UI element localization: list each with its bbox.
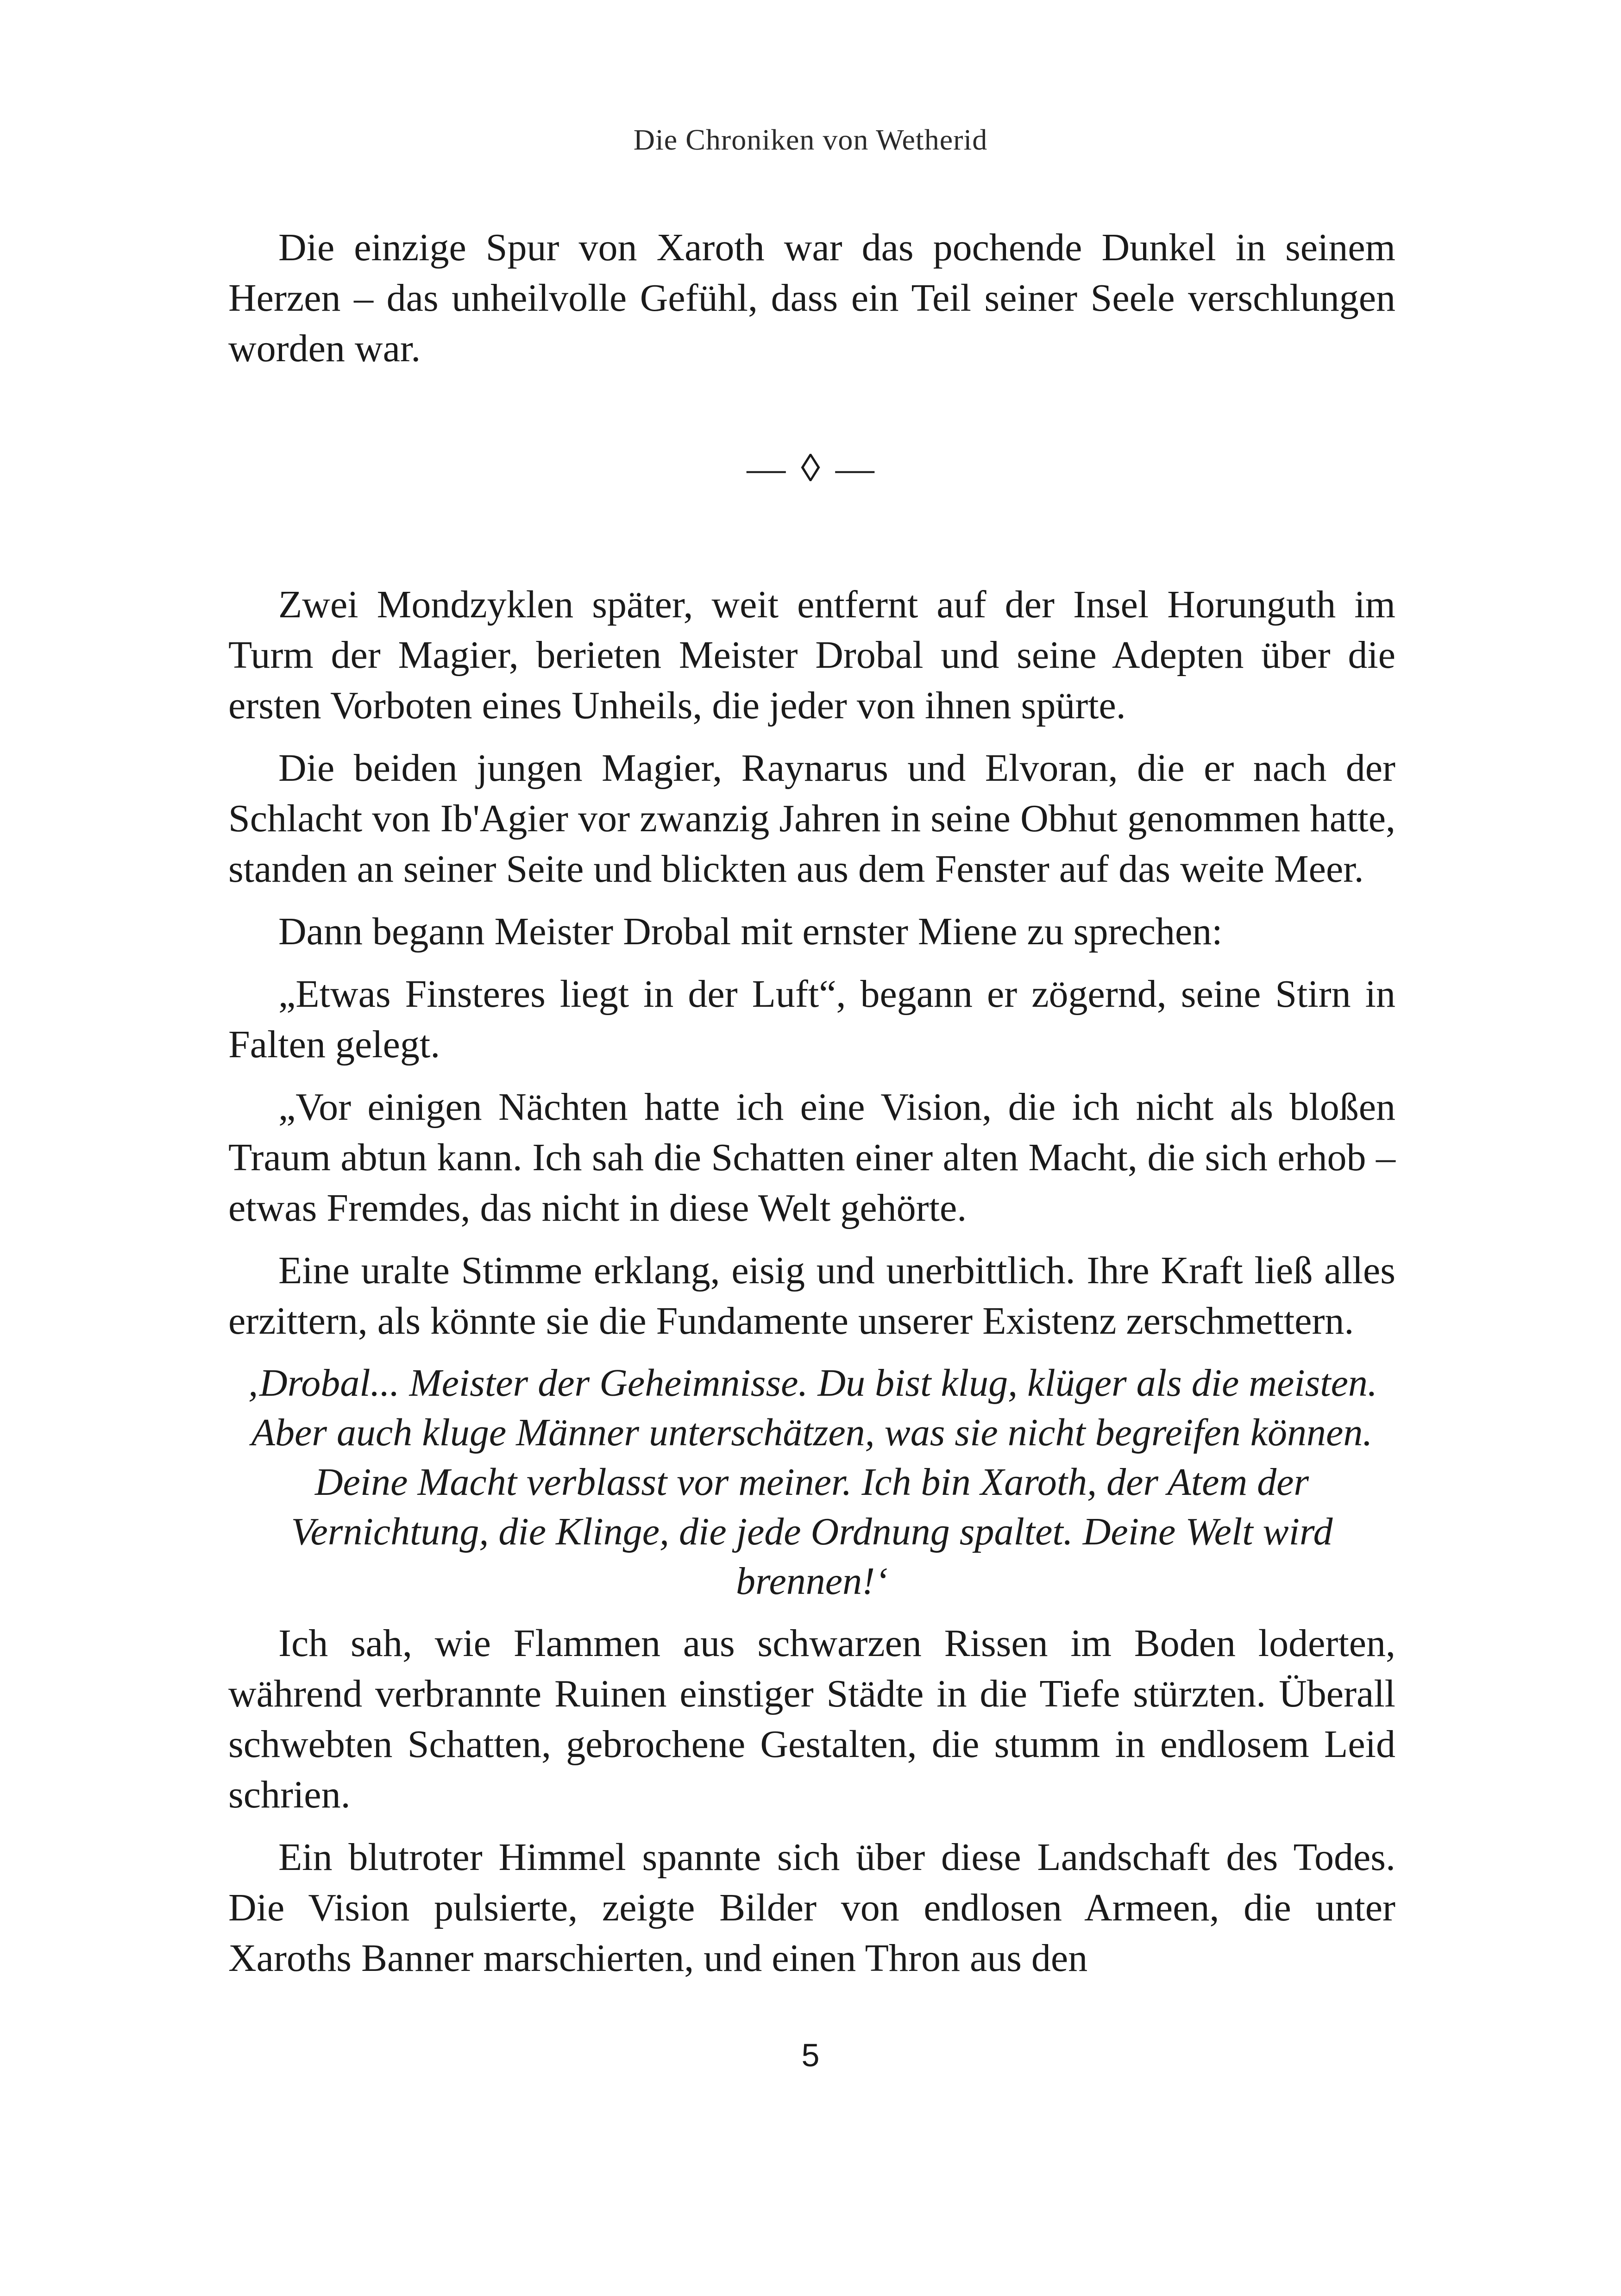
paragraph: Die einzige Spur von Xaroth war das pochende Dunkel in seinem Herzen – das unheilvolle Gefühl, dass ein Teil seiner Seele verschlungen worden war.	[228, 226, 1395, 370]
italic-quote: ‚Drobal... Meister der Geheimnisse. Du bist klug, klüger als die meisten. Aber auch kluge Männer unterschätzen, was sie nicht begreifen können. Deine Macht verblasst vor meiner. Ich bin Xaroth, der Atem der Vernichtung, die Klinge, die jede Ordnung spaltet. Deine Welt wird brennen!‘	[246, 1361, 1377, 1603]
paragraph: Zwei Mondzyklen später, weit entfernt auf der Insel Horunguth im Turm der Magier, berieten Meister Drobal und seine Adepten über die ersten Vorboten eines Unheils, die jeder von ihnen spürte.	[228, 583, 1395, 727]
paragraph: „Vor einigen Nächten hatte ich eine Vision, die ich nicht als bloßen Traum abtun kann. Ich sah die Schatten einer alten Macht, die sich erhob – etwas Fremdes, das nicht in diese Welt gehörte.	[228, 1085, 1395, 1230]
paragraph: Die beiden jungen Magier, Raynarus und Elvoran, die er nach der Schlacht von Ib'Agier vor zwanzig Jahren in seine Obhut genommen hatte, standen an seiner Seite und blickten aus dem Fenster auf das weite Meer.	[228, 747, 1395, 891]
paragraph: „Etwas Finsteres liegt in der Luft“, begann er zögernd, seine Stirn in Falten gelegt.	[228, 972, 1395, 1066]
scene-break-ornament: — ◊ —	[747, 447, 877, 490]
running-header: Die Chroniken von Wetherid	[633, 123, 988, 156]
paragraph: Ich sah, wie Flammen aus schwarzen Rissen im Boden loderten, während verbrannte Ruinen einstiger Städte in die Tiefe stürzten. Überall schwebten Schatten, gebrochene Gestalten, die stumm in endlosem Leid schrien.	[228, 1622, 1395, 1816]
paragraph: Dann begann Meister Drobal mit ernster Miene zu sprechen:	[278, 910, 1223, 953]
page-number: 5	[801, 2037, 820, 2073]
body-text	[228, 222, 1395, 1995]
paragraph: Eine uralte Stimme erklang, eisig und unerbittlich. Ihre Kraft ließ alles erzittern, als könnte sie die Fundamente unserer Existenz zerschmettern.	[228, 1249, 1395, 1342]
paragraph: Ein blutroter Himmel spannte sich über diese Landschaft des Todes. Die Vision pulsierte, zeigte Bilder von endlosen Armeen, die unter Xaroths Banner marschierten, und einen Thron aus den	[228, 1836, 1395, 1980]
